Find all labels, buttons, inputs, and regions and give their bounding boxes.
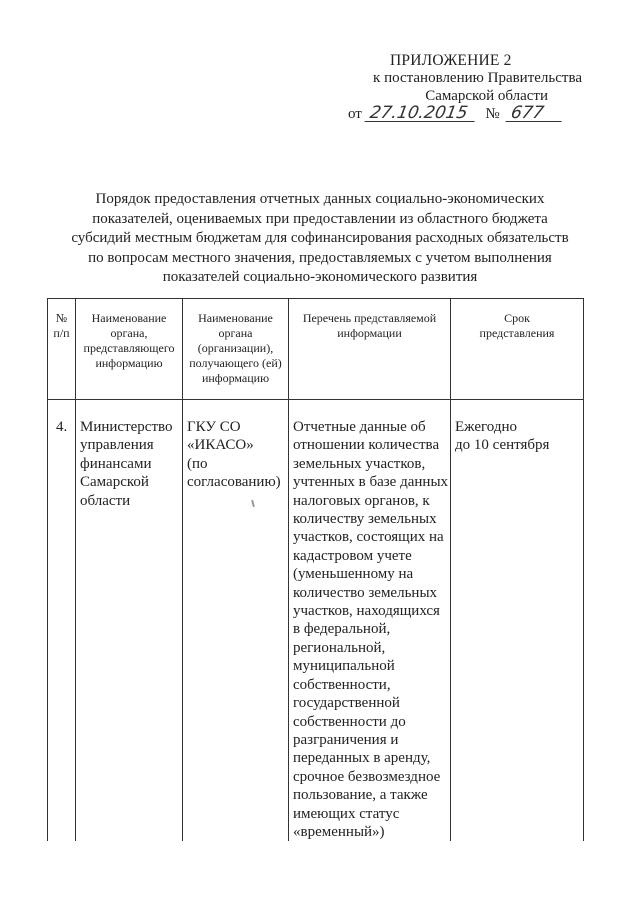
info-table <box>47 298 584 841</box>
table-header-row <box>48 299 584 400</box>
annex-title: ПРИЛОЖЕНИЕ 2 <box>390 52 512 69</box>
handwritten-number: 677 <box>506 105 565 122</box>
header-receiver: Наименование органа (организации), получающего (ей) информацию <box>183 299 289 400</box>
annex-header <box>0 52 640 132</box>
annex-date-line <box>348 105 563 123</box>
header-number: № п/п <box>48 299 76 400</box>
title-line: Порядок предоставления отчетных данных социально-экономических <box>95 191 545 207</box>
header-info-list: Перечень представляемой информации <box>289 299 451 400</box>
header-deadline: Срок представления <box>451 299 584 400</box>
row-number: 4. <box>48 400 76 842</box>
row-deadline: Ежегодно до 10 сентября <box>451 400 584 842</box>
date-prefix: от <box>348 106 362 122</box>
handwritten-date: 27.10.2015 <box>364 105 477 122</box>
row-receiver: ГКУ СО «ИКАСО» (по согласованию) <box>183 400 289 842</box>
title-line: субсидий местным бюджетам для софинансирования расходных обязательств <box>71 230 569 246</box>
title-line: по вопросам местного значения, предоставляемых с учетом выполнения <box>88 249 552 266</box>
document-title <box>40 190 600 288</box>
annex-decree-line: к постановлению Правительства <box>373 70 582 86</box>
title-line: показателей, оцениваемых при предоставлении из областного бюджета <box>92 210 548 227</box>
header-provider: Наименование органа, представляющего информацию <box>76 299 183 400</box>
row-provider: Министерство управления финансами Самарской области <box>76 400 183 842</box>
table-row <box>48 400 584 842</box>
number-sign: № <box>485 106 500 122</box>
annex-region-line: Самарской области <box>425 88 548 104</box>
title-line: показателей социально-экономического развития <box>162 269 478 285</box>
row-info: Отчетные данные об отношении количества земельных участков, учтенных в базе данных налоговых органов, к количеству земельных участков, состоящих на кадастровом учете (уменьшенному на количество земельных участков, находящихся в федеральной, региональной, муниципальной собственности, государственной собственности до разграничения и переданных в аренду, срочное безвозмездное пользование, а также имеющих статус «временный») <box>289 400 451 842</box>
